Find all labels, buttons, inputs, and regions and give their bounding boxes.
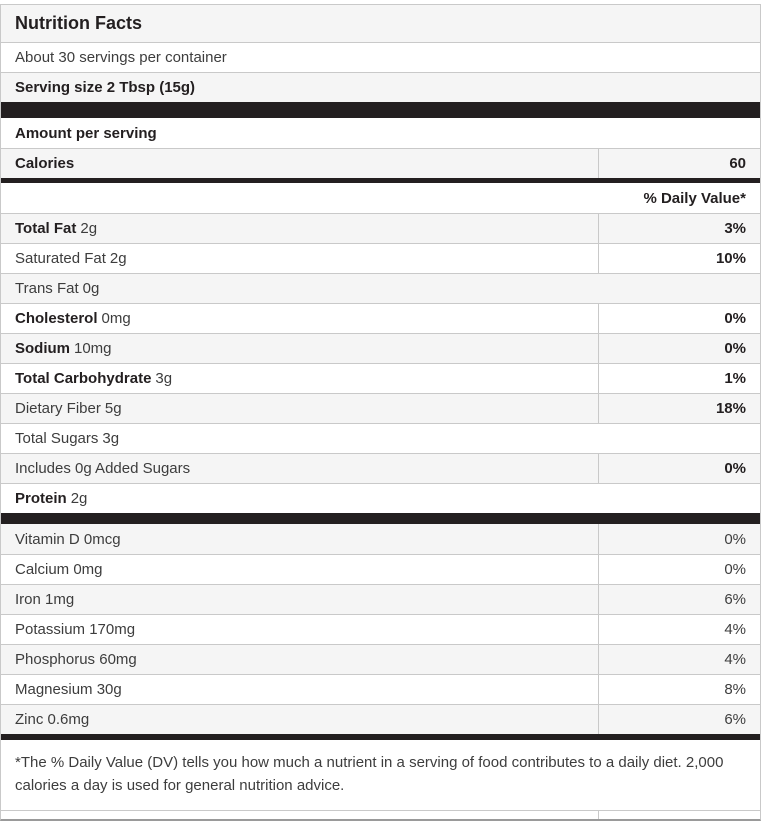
nutrient-row-sodium	[1, 333, 760, 363]
label-title: Nutrition Facts	[15, 13, 143, 33]
micronutrient-dv: 4%	[598, 645, 760, 674]
daily-value-header: % Daily Value*	[643, 189, 746, 207]
nutrient-amount: 5g	[104, 400, 122, 417]
nutrient-name: Includes 0g Added Sugars	[15, 460, 191, 477]
nutrient-row-total-fat	[1, 213, 760, 243]
nutrient-dv: 10%	[598, 244, 760, 273]
nutrient-amount: 2g	[80, 220, 98, 237]
servings-per-container-text: About 30 servings per container	[15, 49, 227, 66]
nutrient-dv: 1%	[598, 364, 760, 393]
nutrient-row-total-sugars	[1, 423, 760, 453]
amount-per-serving-text: Amount per serving	[15, 124, 157, 142]
calories-label: Calories	[15, 155, 75, 172]
micronutrient-name: Iron 1mg	[15, 591, 75, 608]
daily-value-footnote: *The % Daily Value (DV) tells you how much a nutrient in a serving of food contributes to a daily diet. 2,000 calories a day is used for general nutrition advice.	[1, 740, 760, 810]
micronutrient-row-magnesium	[1, 674, 760, 704]
nutrient-name: Protein	[15, 490, 67, 507]
micronutrient-row-iron	[1, 584, 760, 614]
nutrient-name: Total Sugars	[15, 430, 99, 447]
nutrient-amount: 3g	[102, 430, 120, 447]
calories-value: 60	[598, 149, 760, 178]
nutrient-amount: 10mg	[74, 340, 112, 357]
nutrient-row-cholesterol	[1, 303, 760, 333]
nutrition-facts-label	[0, 4, 761, 821]
nutrient-row-dietary-fiber	[1, 393, 760, 423]
micronutrient-row-calcium	[1, 554, 760, 584]
nutrient-dv: 0%	[598, 454, 760, 483]
nutrient-name: Dietary Fiber	[15, 400, 101, 417]
micronutrient-name: Potassium 170mg	[15, 621, 136, 638]
nutrient-name: Total Carbohydrate	[15, 370, 152, 387]
nutrient-name: Sodium	[15, 340, 70, 357]
micronutrient-dv: 0%	[598, 524, 760, 554]
nutrient-amount: 2g	[109, 250, 127, 267]
micronutrient-row-vitamin-d	[1, 524, 760, 554]
nutrient-amount: 3g	[155, 370, 173, 387]
calories-row	[1, 148, 760, 178]
micronutrient-name: Zinc 0.6mg	[15, 711, 90, 728]
nutrient-dv: 3%	[598, 214, 760, 243]
micronutrient-name: Vitamin D 0mcg	[15, 530, 121, 548]
nutrient-amount: 0g	[82, 280, 100, 297]
nutrient-name: Cholesterol	[15, 310, 98, 327]
micronutrient-row-zinc	[1, 704, 760, 734]
separator-bar-thick	[1, 102, 760, 118]
micronutrient-name: Phosphorus 60mg	[15, 651, 137, 668]
nutrient-row-trans-fat	[1, 273, 760, 303]
nutrient-name: Saturated Fat	[15, 250, 106, 267]
trailing-spacer-row	[1, 810, 760, 819]
nutrient-row-added-sugars	[1, 453, 760, 483]
serving-size-row	[1, 72, 760, 102]
daily-value-header-row	[1, 183, 760, 213]
micronutrient-name: Calcium 0mg	[15, 561, 103, 578]
micronutrient-dv: 8%	[598, 675, 760, 704]
separator-bar-medium	[1, 513, 760, 524]
nutrient-dv: 0%	[598, 334, 760, 363]
nutrient-amount: 2g	[70, 490, 88, 507]
micronutrient-dv: 0%	[598, 555, 760, 584]
micronutrient-dv: 6%	[598, 585, 760, 614]
nutrient-dv: 0%	[598, 304, 760, 333]
nutrient-row-saturated-fat	[1, 243, 760, 273]
serving-size-text: Serving size 2 Tbsp (15g)	[15, 79, 196, 96]
servings-per-container-row	[1, 42, 760, 72]
micronutrient-dv: 4%	[598, 615, 760, 644]
label-title-row	[1, 5, 760, 42]
micronutrient-row-phosphorus	[1, 644, 760, 674]
nutrient-dv: 18%	[598, 394, 760, 423]
amount-per-serving-row	[1, 118, 760, 148]
micronutrient-dv: 6%	[598, 705, 760, 734]
micronutrient-row-potassium	[1, 614, 760, 644]
nutrient-amount: 0mg	[101, 310, 131, 327]
nutrient-name: Trans Fat	[15, 280, 79, 297]
nutrient-name: Total Fat	[15, 220, 77, 237]
micronutrient-name: Magnesium 30g	[15, 681, 122, 698]
nutrient-row-total-carbohydrate	[1, 363, 760, 393]
nutrient-row-protein	[1, 483, 760, 513]
